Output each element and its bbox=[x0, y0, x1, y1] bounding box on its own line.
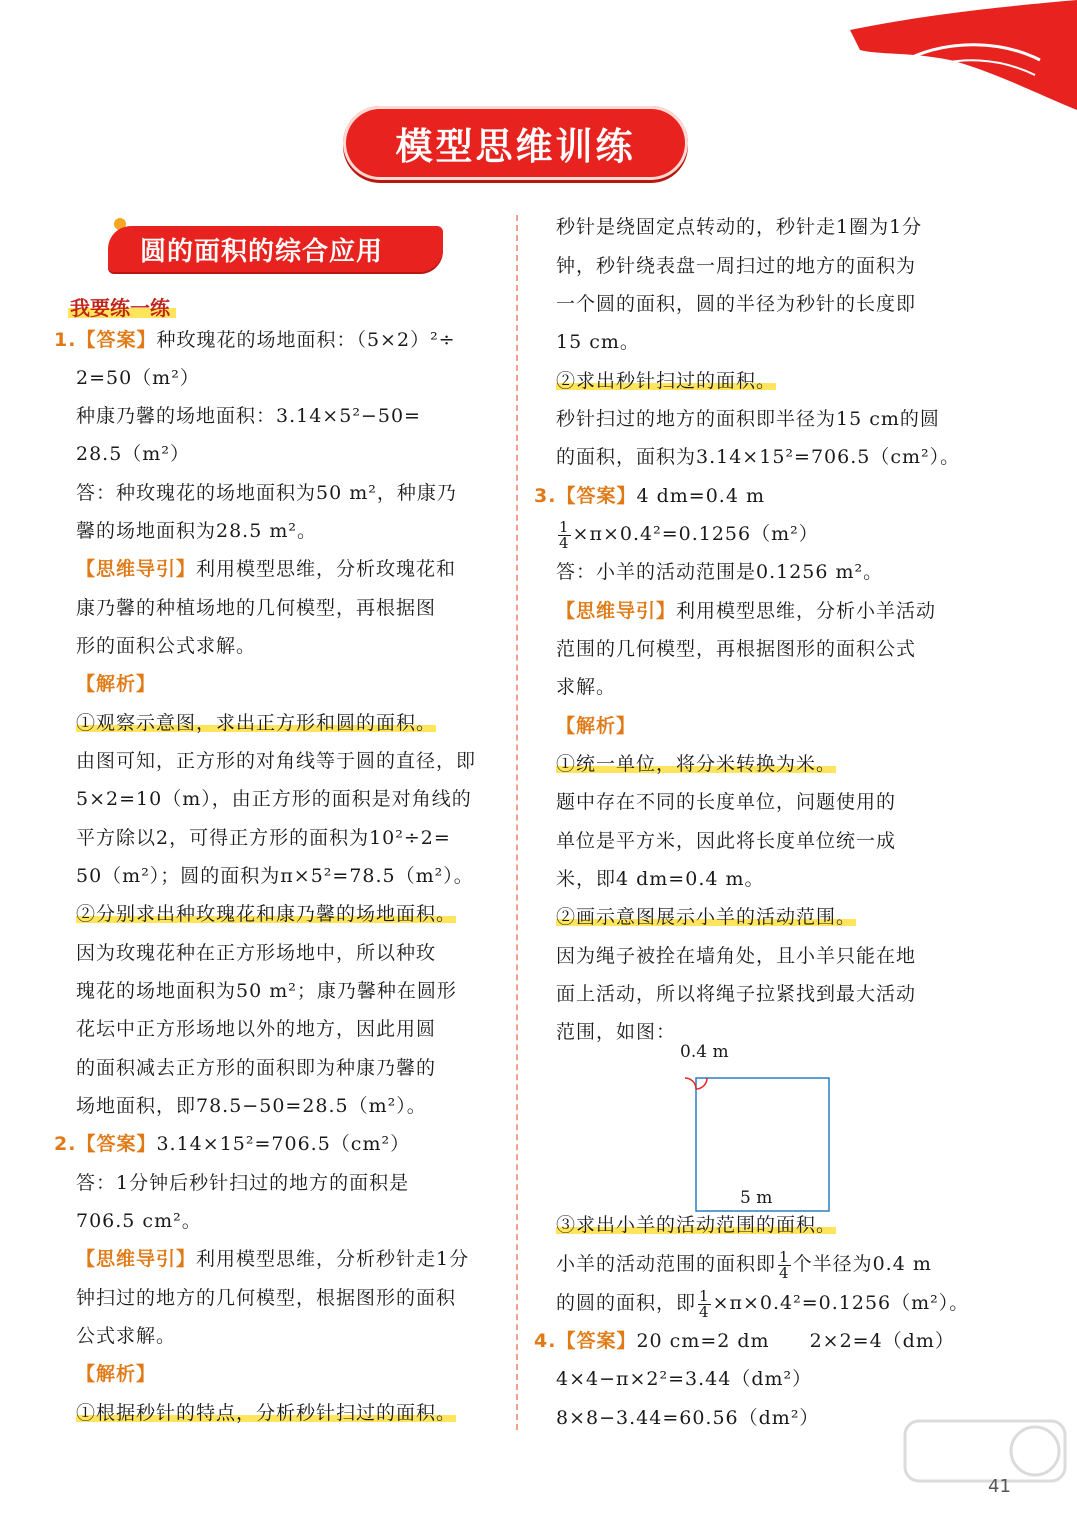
text-line: 的面积，面积为3.14×15²=706.5（cm²）。 bbox=[556, 446, 961, 468]
corner-decoration bbox=[840, 0, 1077, 130]
text-line: 钟扫过的地方的几何模型，根据图形的面积 bbox=[76, 1287, 457, 1309]
text-line: 706.5 cm²。 bbox=[76, 1210, 202, 1232]
diagram-rope-label: 0.4 m bbox=[680, 1042, 729, 1062]
answer-tag: 【答案】 bbox=[556, 485, 637, 507]
step-heading-text: ①观察示意图，求出正方形和圆的面积。 bbox=[76, 712, 437, 734]
step-heading-text: ②分别求出种玫瑰花和康乃馨的场地面积。 bbox=[76, 903, 457, 925]
text-line: 5×2=10（m），由正方形的面积是对角线的 bbox=[76, 788, 472, 810]
step-heading-text: ①根据秒针的特点，分析秒针扫过的面积。 bbox=[76, 1402, 457, 1424]
guide-text: 利用模型思维，分析秒针走1分 bbox=[196, 1248, 470, 1270]
formula-line bbox=[556, 1245, 932, 1283]
text-line: 钟，秒针绕表盘一周扫过的地方的面积为 bbox=[556, 255, 917, 277]
fraction bbox=[698, 1286, 711, 1321]
step-heading bbox=[556, 745, 836, 783]
guide-line bbox=[76, 1240, 469, 1278]
text-line: 形的面积公式求解。 bbox=[76, 635, 257, 657]
practice-label: 我要练一练 bbox=[68, 292, 176, 321]
question-number: 3. bbox=[534, 485, 557, 507]
guide-text: 利用模型思维，分析小羊活动 bbox=[676, 600, 937, 622]
fraction-numerator: 1 bbox=[559, 517, 570, 536]
text-line: 范围，如图： bbox=[556, 1021, 677, 1043]
answer-text: 20 cm=2 dm 2×2=4（dm） bbox=[636, 1330, 955, 1352]
text-line: 米，即4 dm=0.4 m。 bbox=[556, 868, 765, 890]
question-number: 4. bbox=[534, 1330, 557, 1352]
section-title-banner bbox=[108, 226, 443, 272]
answer-text: 种玫瑰花的场地面积：（5×2）²÷ bbox=[156, 329, 456, 351]
page-title: 模型思维训练 bbox=[395, 125, 636, 168]
answer-text: 4 dm=0.4 m bbox=[636, 485, 765, 507]
column-divider bbox=[516, 215, 518, 1430]
text-line: 花坛中正方形场地以外的地方，因此用圆 bbox=[76, 1018, 437, 1040]
text-line: 一个圆的面积，圆的半径为秒针的长度即 bbox=[556, 293, 917, 315]
answer-text: 3.14×15²=706.5（cm²） bbox=[156, 1133, 411, 1155]
square-diagram bbox=[676, 1042, 846, 1216]
text-line: 2=50（m²） bbox=[76, 367, 200, 389]
text-line: 由图可知，正方形的对角线等于圆的直径，即 bbox=[76, 750, 477, 772]
text-line: 15 cm。 bbox=[556, 331, 640, 353]
answer-tag: 【答案】 bbox=[556, 1330, 637, 1352]
text-line: 种康乃馨的场地面积：3.14×5²−50= bbox=[76, 405, 421, 427]
step-heading-text: ①统一单位，将分米转换为米。 bbox=[556, 753, 837, 775]
text-line: 馨的场地面积为28.5 m²。 bbox=[76, 520, 317, 542]
formula-text: ×π×0.4²=0.1256（m²）。 bbox=[712, 1292, 970, 1314]
parse-tag bbox=[76, 1355, 156, 1393]
guide-line bbox=[556, 592, 936, 630]
answer-line bbox=[534, 1322, 955, 1360]
text-line: 28.5（m²） bbox=[76, 443, 190, 465]
answer-tag: 【答案】 bbox=[76, 329, 157, 351]
text-line: 因为玫瑰花种在正方形场地中，所以种玫 bbox=[76, 942, 437, 964]
text-line: 8×8−3.44=60.56（dm²） bbox=[556, 1407, 820, 1429]
formula-text: 小羊的活动范围的面积即 bbox=[556, 1253, 777, 1275]
fraction-denominator: 4 bbox=[559, 533, 570, 552]
text-line: 平方除以2，可得正方形的面积为10²÷2= bbox=[76, 827, 451, 849]
text-line: 答：小羊的活动范围是0.1256 m²。 bbox=[556, 561, 884, 583]
text-line: 4×4−π×2²=3.44（dm²） bbox=[556, 1368, 813, 1390]
text-line: 答：种玫瑰花的场地面积为50 m²，种康乃 bbox=[76, 482, 457, 504]
guide-tag: 【思维导引】 bbox=[76, 1248, 197, 1270]
section-title: 圆的面积的综合应用 bbox=[140, 236, 384, 267]
fraction-denominator: 4 bbox=[699, 1302, 710, 1321]
text-line: 秒针是绕固定点转动的，秒针走1圈为1分 bbox=[556, 216, 923, 238]
step-heading bbox=[76, 704, 436, 742]
text-line: 的面积减去正方形的面积即为种康乃馨的 bbox=[76, 1057, 437, 1079]
formula-text: 个半径为0.4 m bbox=[792, 1253, 932, 1275]
parse-tag-text: 【解析】 bbox=[76, 1363, 157, 1385]
text-line: 秒针扫过的地方的面积即半径为15 cm的圆 bbox=[556, 408, 940, 430]
watermark-logo bbox=[900, 1416, 1070, 1526]
answer-tag: 【答案】 bbox=[76, 1133, 157, 1155]
question-number: 1. bbox=[54, 329, 77, 351]
guide-tag: 【思维导引】 bbox=[76, 558, 197, 580]
fraction bbox=[778, 1247, 791, 1282]
question-number: 2. bbox=[54, 1133, 77, 1155]
step-heading-text: ②画示意图展示小羊的活动范围。 bbox=[556, 906, 857, 928]
step-heading-text: ③求出小羊的活动范围的面积。 bbox=[556, 1214, 837, 1236]
parse-tag bbox=[556, 707, 636, 745]
text-line: 康乃馨的种植场地的几何模型，再根据图 bbox=[76, 597, 437, 619]
text-line: 题中存在不同的长度单位，问题使用的 bbox=[556, 791, 897, 813]
guide-text: 利用模型思维，分析玫瑰花和 bbox=[196, 558, 457, 580]
text-line: 范围的几何模型，再根据图形的面积公式 bbox=[556, 638, 917, 660]
guide-line bbox=[76, 550, 456, 588]
formula-text: ×π×0.4²=0.1256（m²） bbox=[572, 523, 819, 545]
text-line: 求解。 bbox=[556, 676, 617, 698]
fraction-denominator: 4 bbox=[779, 1263, 790, 1282]
step-heading bbox=[76, 895, 456, 933]
page-number: 41 bbox=[988, 1476, 1011, 1497]
text-line: 单位是平方米，因此将长度单位统一成 bbox=[556, 830, 897, 852]
parse-tag-text: 【解析】 bbox=[556, 715, 637, 737]
text-line: 50（m²）；圆的面积为π×5²=78.5（m²）。 bbox=[76, 865, 474, 887]
answer-line bbox=[534, 477, 765, 515]
text-line: 场地面积，即78.5−50=28.5（m²）。 bbox=[76, 1095, 427, 1117]
parse-tag bbox=[76, 665, 156, 703]
formula-text: 的圆的面积，即 bbox=[556, 1292, 697, 1314]
formula-line bbox=[556, 1284, 969, 1322]
step-heading bbox=[76, 1394, 456, 1432]
step-heading bbox=[556, 898, 856, 936]
fraction bbox=[558, 517, 571, 552]
text-line: 瑰花的场地面积为50 m²；康乃馨种在圆形 bbox=[76, 980, 457, 1002]
guide-tag: 【思维导引】 bbox=[556, 600, 677, 622]
step-heading-text: ②求出秒针扫过的面积。 bbox=[556, 370, 777, 392]
answer-line bbox=[54, 1125, 410, 1163]
parse-tag-text: 【解析】 bbox=[76, 673, 157, 695]
step-heading bbox=[556, 362, 776, 400]
page-title-banner bbox=[343, 106, 688, 180]
formula-line bbox=[556, 515, 819, 553]
answer-line bbox=[54, 321, 456, 359]
text-line: 公式求解。 bbox=[76, 1325, 177, 1347]
diagram-side-label: 5 m bbox=[740, 1188, 773, 1208]
fraction-numerator: 1 bbox=[699, 1286, 710, 1305]
text-line: 答：1分钟后秒针扫过的地方的面积是 bbox=[76, 1172, 410, 1194]
fraction-numerator: 1 bbox=[779, 1247, 790, 1266]
text-line: 因为绳子被拴在墙角处，且小羊只能在地 bbox=[556, 945, 917, 967]
text-line: 面上活动，所以将绳子拉紧找到最大活动 bbox=[556, 983, 917, 1005]
